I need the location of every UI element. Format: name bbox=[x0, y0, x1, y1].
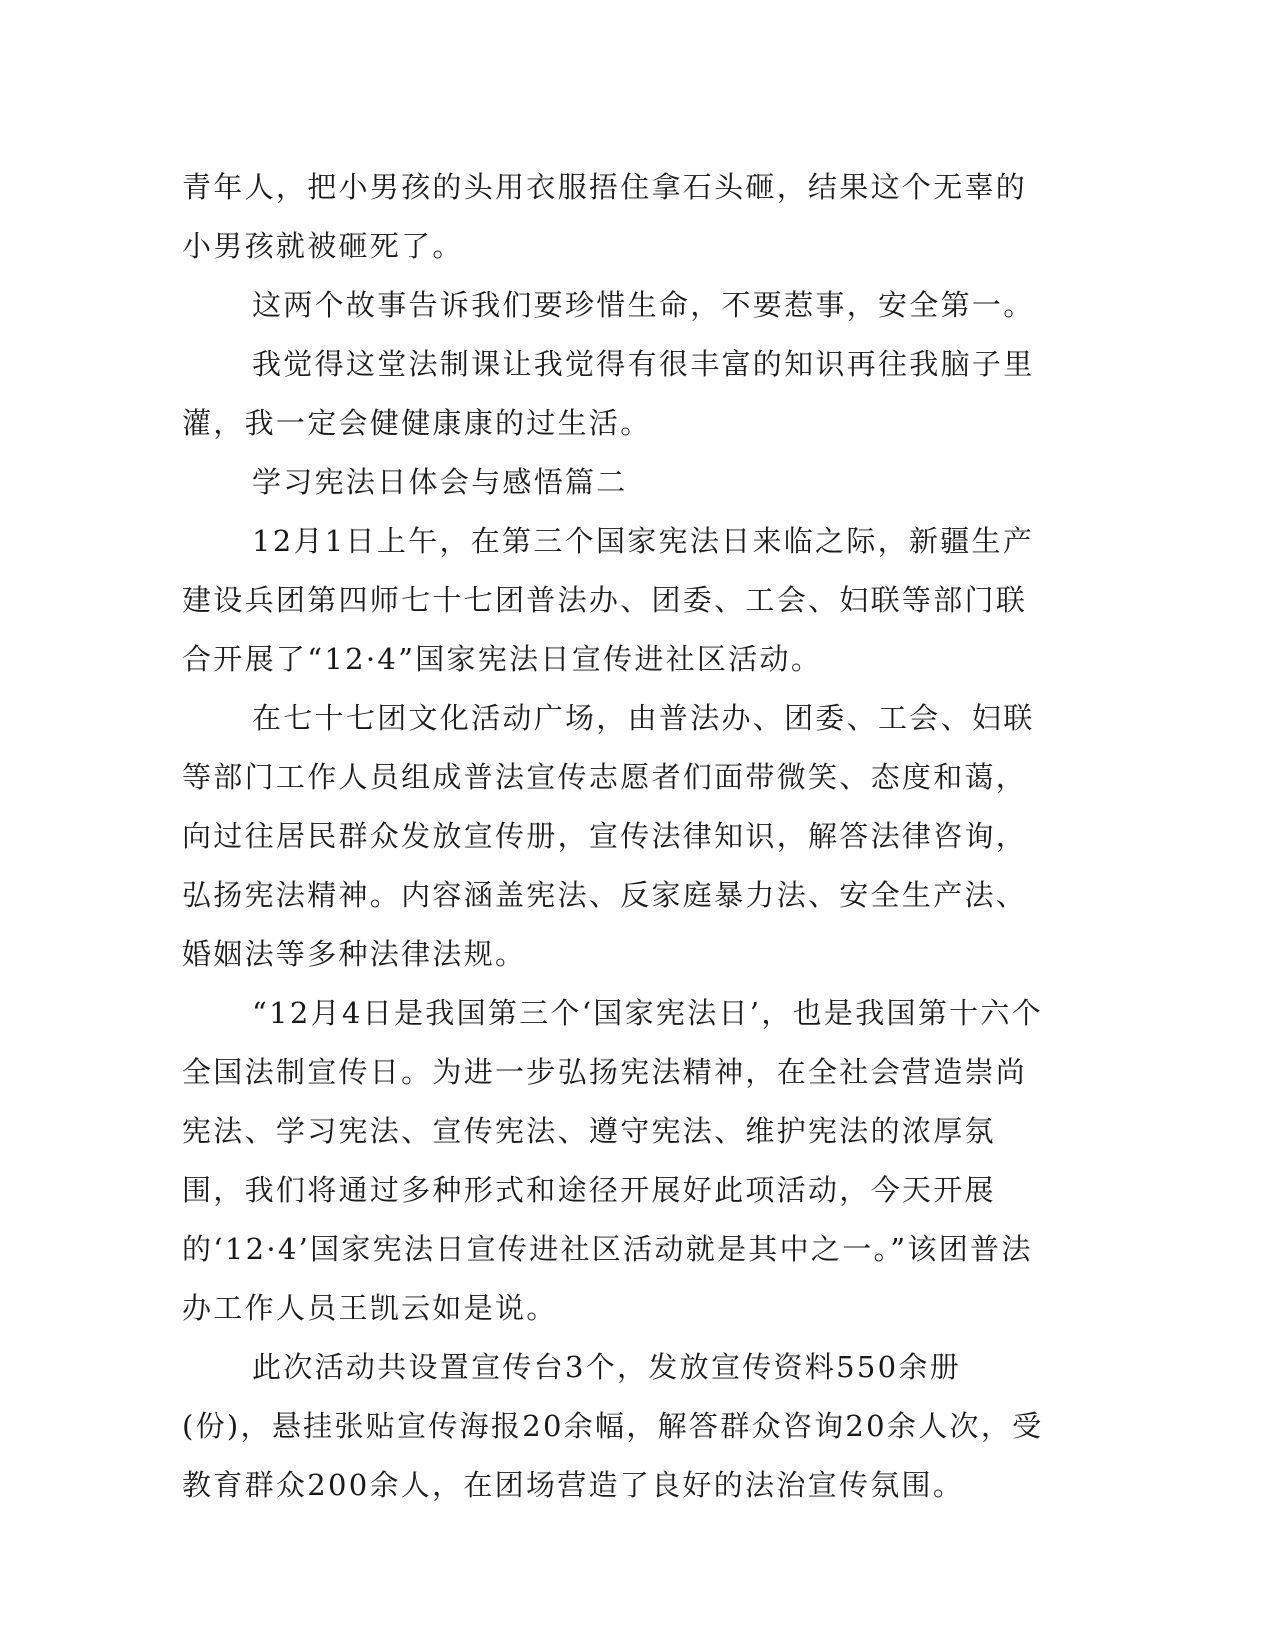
paragraph-two-stories: 这两个故事告诉我们要珍惜生命，不要惹事，安全第一。 bbox=[252, 288, 1035, 322]
paragraph-law-class: 我觉得这堂法制课让我觉得有很丰富的知识再往我脑子里灌，我一定会健健康康的过生活。 bbox=[182, 347, 1035, 440]
section-heading: 学习宪法日体会与感悟篇二 bbox=[252, 465, 628, 499]
paragraph-quote: “12月4日是我国第三个‘国家宪法日’，也是我国第十六个全国法制宣传日。为进一步弘扬宪法精神，在全社会营造崇尚宪法、学习宪法、宣传宪法、遵守宪法、维护宪法的浓厚氛围，我们将通过多种形式和途径开展好此项活动，今天开展的‘12·4’国家宪法日宣传进社区活动就是其中之一。”该团普法办工作人员王凯云如是说。 bbox=[182, 996, 1044, 1325]
paragraph-statistics: 此次活动共设置宣传台3个，发放宣传资料550余册(份)，悬挂张贴宣传海报20余幅，解答群众咨询20余人次，受教育群众200余人，在团场营造了良好的法治宣传氛围。 bbox=[182, 1350, 1044, 1502]
paragraph-continuation: 青年人，把小男孩的头用衣服捂住拿石头砸，结果这个无辜的小男孩就被砸死了。 bbox=[182, 170, 1028, 263]
paragraph-event-intro: 12月1日上午，在第三个国家宪法日来临之际，新疆生产建设兵团第四师七十七团普法办、团委、工会、妇联等部门联合开展了“12·4”国家宪法日宣传进社区活动。 bbox=[182, 524, 1035, 676]
paragraph-volunteers: 在七十七团文化活动广场，由普法办、团委、工会、妇联等部门工作人员组成普法宣传志愿者们面带微笑、态度和蔼，向过往居民群众发放宣传册，宣传法律知识，解答法律咨询，弘扬宪法精神。内容涵盖宪法、反家庭暴力法、安全生产法、婚姻法等多种法律法规。 bbox=[182, 701, 1035, 971]
document-body bbox=[182, 158, 1050, 1515]
